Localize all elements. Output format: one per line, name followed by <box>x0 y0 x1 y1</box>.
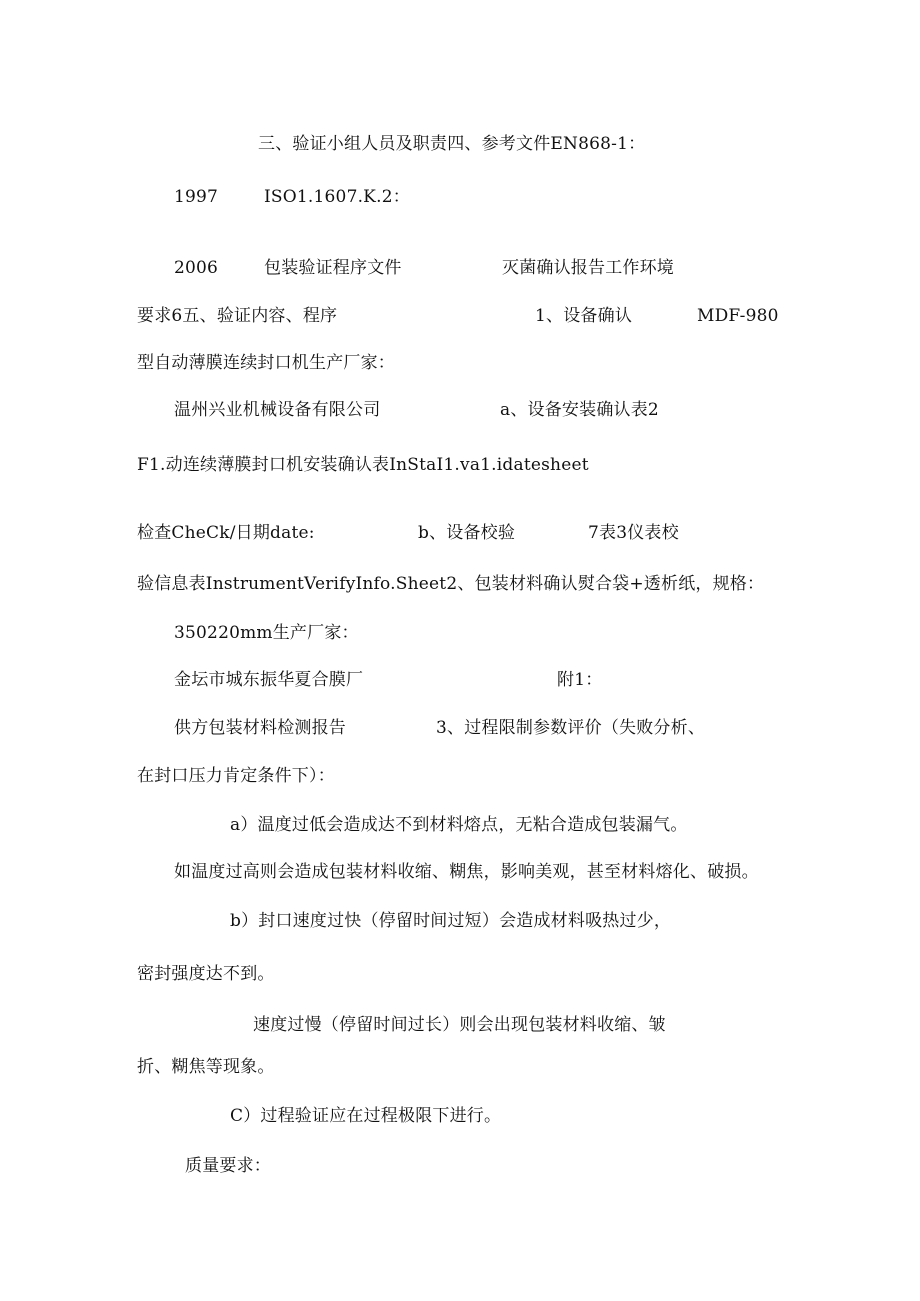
text-line-17: 密封强度达不到。 <box>137 964 275 984</box>
text-line-4-equipment: 1、设备确认 <box>535 306 633 326</box>
text-line-4-requirements: 要求6五、验证内容、程序 <box>137 306 338 326</box>
text-line-12-report: 供方包装材料检测报告 <box>174 718 346 738</box>
text-line-21: 质量要求： <box>185 1156 271 1176</box>
text-line-2-standard: ISO1.1607.K.2： <box>264 187 410 207</box>
text-line-8-calibration: b、设备校验 <box>418 523 516 543</box>
text-line-5: 型自动薄膜连续封口机生产厂家： <box>137 353 395 373</box>
text-line-2-year: 1997 <box>174 187 219 207</box>
text-line-20: C）过程验证应在过程极限下进行。 <box>230 1106 502 1126</box>
text-line-10: 350220mm生产厂家： <box>174 623 359 643</box>
text-line-6-manufacturer: 温州兴业机械设备有限公司 <box>174 400 381 420</box>
text-line-9: 验信息表InstrumentVerifyInfo.Sheet2、包装材料确认熨合袋+透析纸，规格： <box>137 574 765 594</box>
text-line-11-factory: 金坛市城东振华夏合膜厂 <box>174 670 364 690</box>
text-line-4-model: MDF-980 <box>697 306 779 326</box>
text-line-14: a）温度过低会造成达不到材料熔点，无粘合造成包装漏气。 <box>230 815 688 835</box>
text-line-8-table: 7表3仪表校 <box>588 523 679 543</box>
text-line-1: 三、验证小组人员及职责四、参考文件EN868-1： <box>258 134 646 154</box>
text-line-3-doc: 包装验证程序文件 <box>264 258 402 278</box>
text-line-19: 折、糊焦等现象。 <box>137 1057 275 1077</box>
text-line-12-evaluation: 3、过程限制参数评价（失败分析、 <box>436 718 706 738</box>
text-line-16: b）封口速度过快（停留时间过短）会造成材料吸热过少， <box>230 911 672 931</box>
text-line-8-check: 检查CheCk/日期date: <box>137 523 315 543</box>
text-line-7: F1.动连续薄膜封口机安装确认表InStaI1.va1.idatesheet <box>137 455 589 475</box>
text-line-18: 速度过慢（停留时间过长）则会出现包装材料收缩、皱 <box>253 1015 666 1035</box>
text-line-3-report: 灭菌确认报告工作环境 <box>502 258 674 278</box>
text-line-11-attachment: 附1： <box>557 670 603 690</box>
text-line-3-year: 2006 <box>174 258 219 278</box>
text-line-15: 如温度过高则会造成包装材料收缩、糊焦，影响美观，甚至材料熔化、破损。 <box>174 862 759 882</box>
text-line-6-install-table: a、设备安装确认表2 <box>500 400 659 420</box>
text-line-13: 在封口压力肯定条件下）： <box>137 766 335 786</box>
